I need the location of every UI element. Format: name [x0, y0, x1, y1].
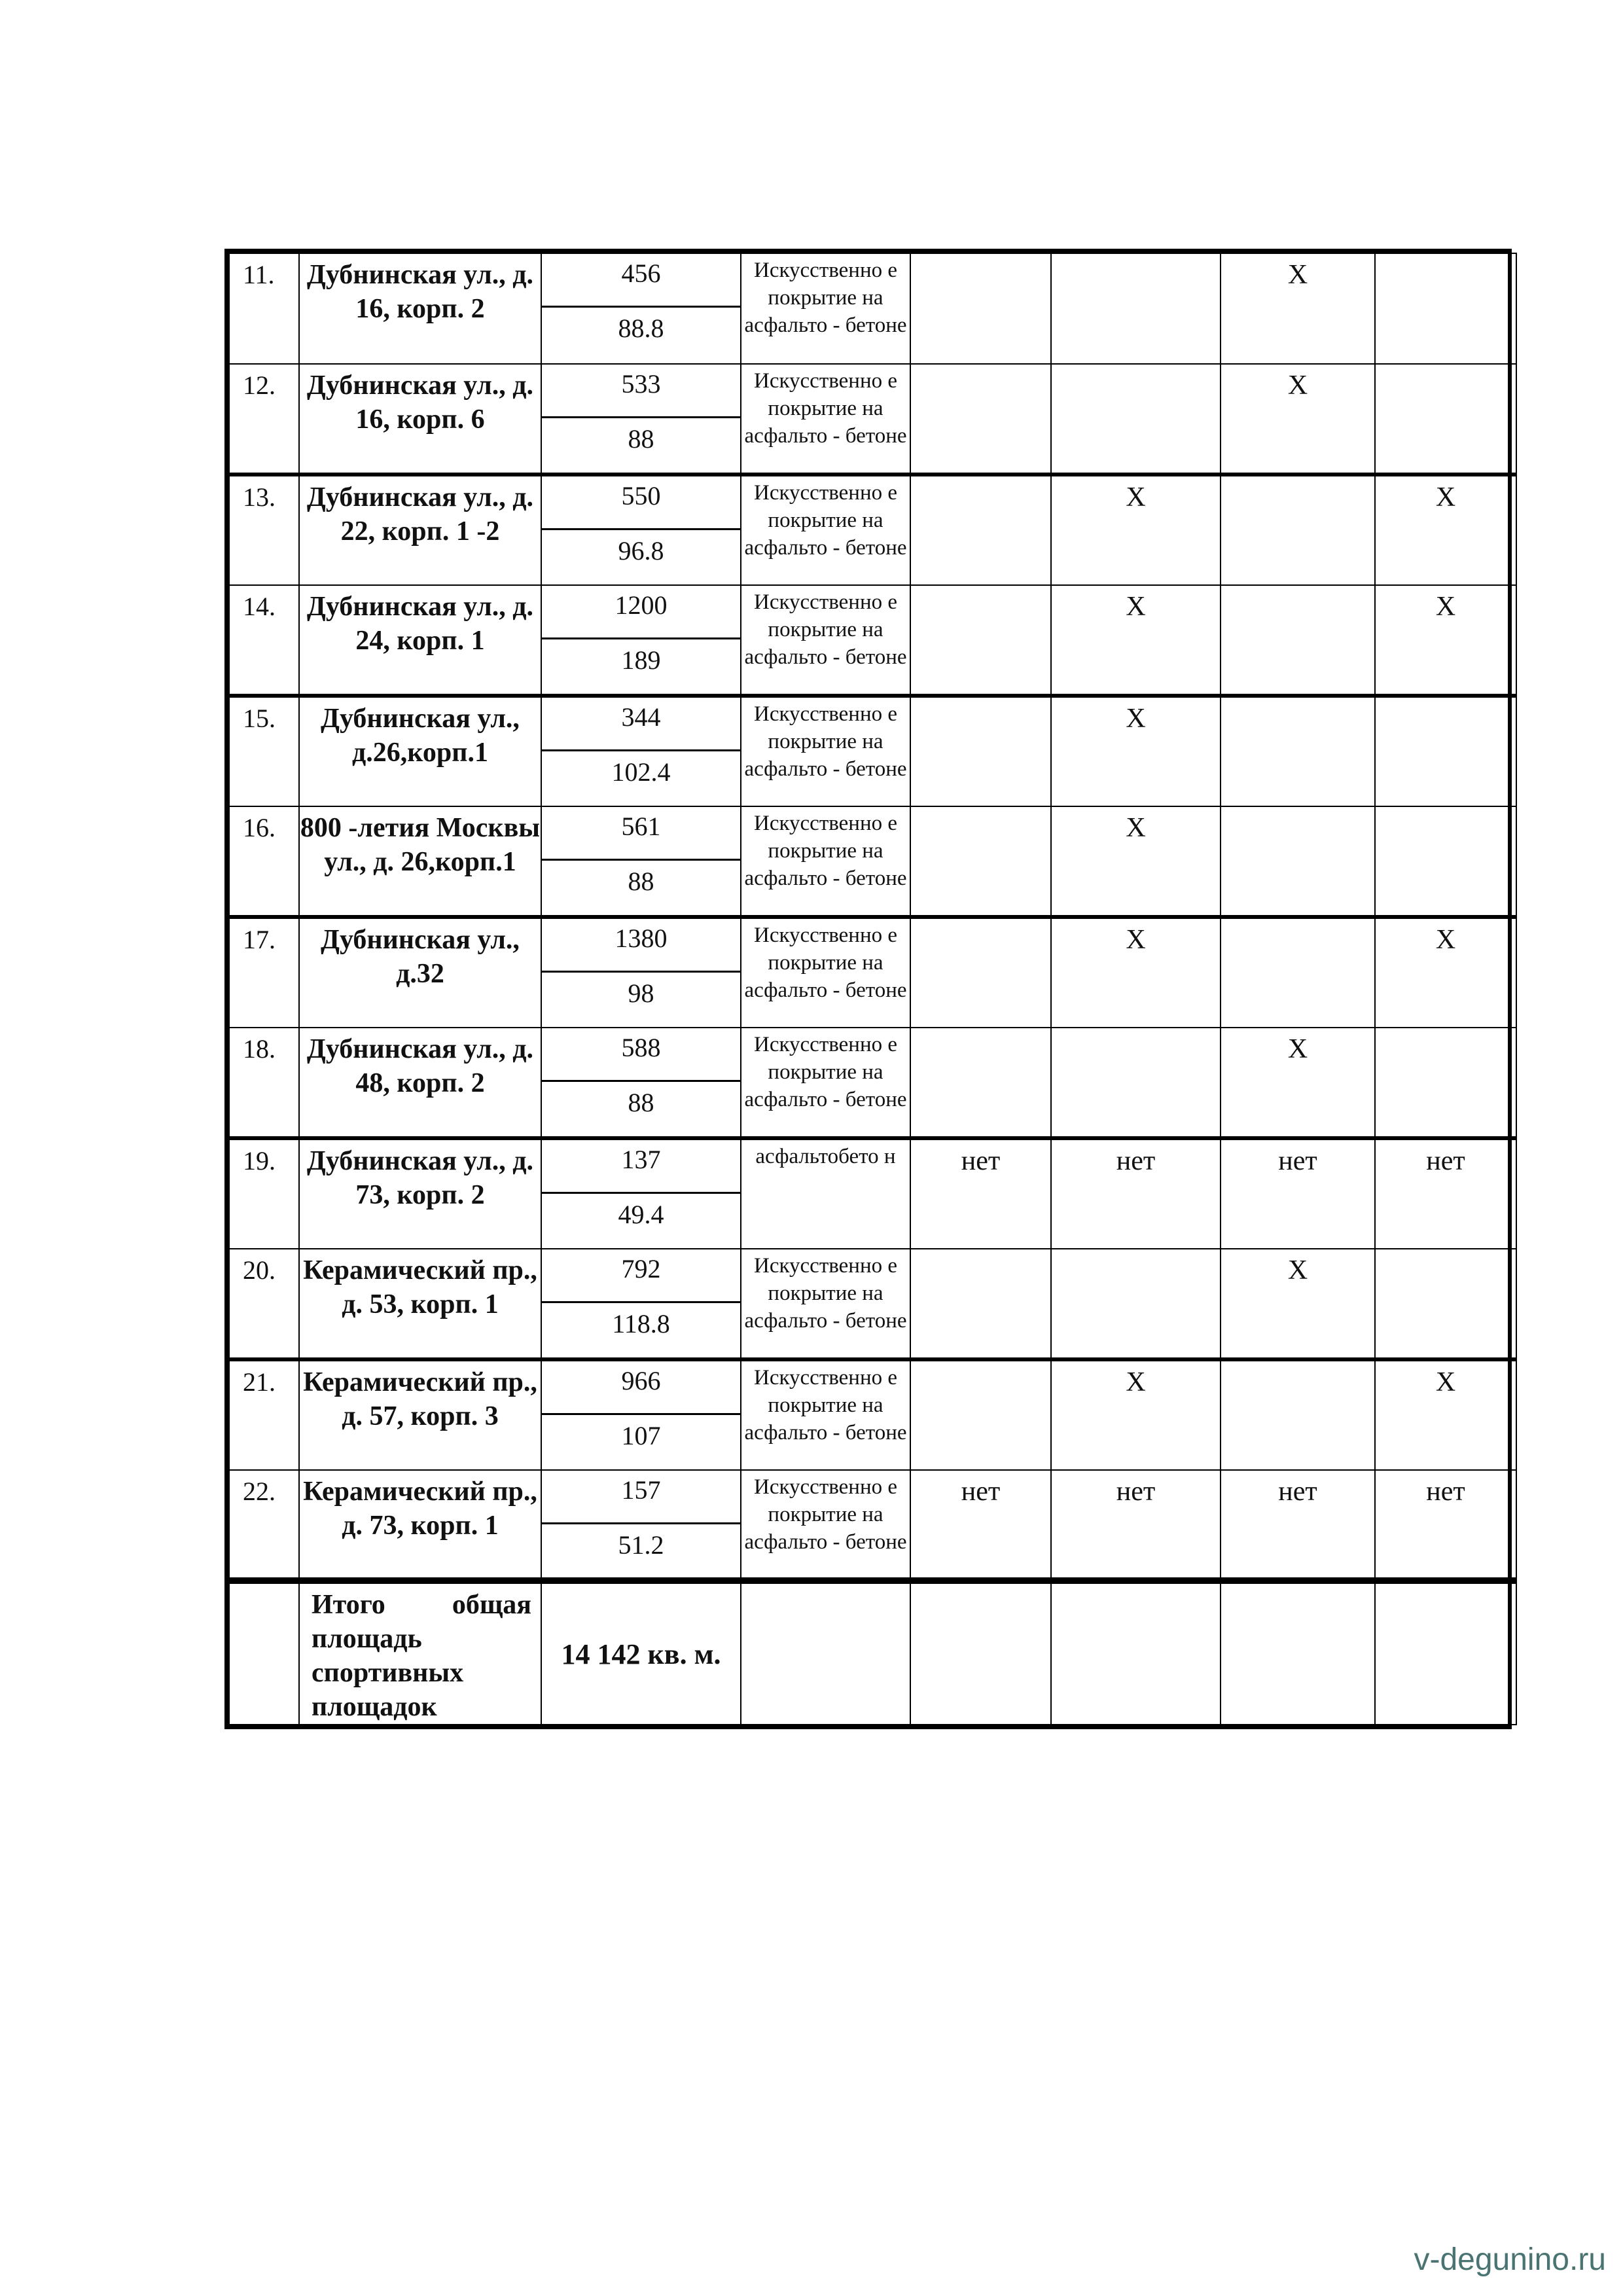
mark-col-3: [1221, 696, 1375, 806]
mark-col-1: [910, 1359, 1051, 1470]
table-row: [229, 917, 1516, 1028]
area-cell: [541, 253, 741, 364]
mark-col-2: [1051, 253, 1221, 364]
surface-type: Искусственно е покрытие на асфальто - бетоне: [741, 364, 910, 475]
row-number: 13.: [229, 475, 299, 585]
mark-col-3: нет: [1221, 1138, 1375, 1249]
row-number: 14.: [229, 585, 299, 696]
mark-col-1: [910, 1028, 1051, 1138]
mark-col-1: [910, 364, 1051, 475]
area-sub: 51.2: [618, 1530, 664, 1560]
area-cell: [541, 475, 741, 585]
mark-col-2: X: [1051, 585, 1221, 696]
table-row: [229, 1470, 1516, 1581]
row-number: 18.: [229, 1028, 299, 1138]
table-row: [229, 1138, 1516, 1249]
total-row: [229, 1581, 1516, 1725]
mark-col-4: [1375, 253, 1516, 364]
mark-col-2: X: [1051, 917, 1221, 1028]
empty-cell: [741, 1581, 910, 1725]
table-row: [229, 253, 1516, 364]
row-number: 17.: [229, 917, 299, 1028]
address: Керамический пр., д. 57, корп. 3: [299, 1359, 541, 1470]
row-number: 15.: [229, 696, 299, 806]
mark-col-1: [910, 1249, 1051, 1359]
area-sub: 49.4: [618, 1200, 664, 1229]
empty-cell: [910, 1581, 1051, 1725]
mark-col-3: X: [1221, 364, 1375, 475]
row-number: 22.: [229, 1470, 299, 1581]
area-sub: 88: [628, 424, 654, 454]
area-cell: [541, 1138, 741, 1249]
table-row: [229, 475, 1516, 585]
area-sub: 88: [628, 1088, 654, 1117]
mark-col-4: нет: [1375, 1470, 1516, 1581]
surface-type: Искусственно е покрытие на асфальто - бетоне: [741, 917, 910, 1028]
area-cell: [541, 1249, 741, 1359]
empty-cell: [1375, 1581, 1516, 1725]
address: Дубнинская ул., д.32: [299, 917, 541, 1028]
total-value: 14 142 кв. м.: [541, 1581, 741, 1725]
mark-col-4: [1375, 696, 1516, 806]
area-total: 137: [542, 1140, 740, 1194]
mark-col-4: [1375, 364, 1516, 475]
surface-type: Искусственно е покрытие на асфальто - бетоне: [741, 1470, 910, 1581]
mark-col-1: нет: [910, 1138, 1051, 1249]
area-cell: [541, 585, 741, 696]
mark-col-2: нет: [1051, 1138, 1221, 1249]
area-total: 456: [542, 254, 740, 308]
row-number: 20.: [229, 1249, 299, 1359]
mark-col-2: [1051, 364, 1221, 475]
surface-type: Искусственно е покрытие на асфальто - бетоне: [741, 696, 910, 806]
table-row: [229, 585, 1516, 696]
area-total: 1200: [542, 586, 740, 639]
mark-col-1: [910, 806, 1051, 917]
mark-col-1: [910, 475, 1051, 585]
mark-col-4: X: [1375, 585, 1516, 696]
address: Дубнинская ул., д. 16, корп. 6: [299, 364, 541, 475]
address: Керамический пр., д. 73, корп. 1: [299, 1470, 541, 1581]
row-number: 21.: [229, 1359, 299, 1470]
mark-col-3: X: [1221, 1249, 1375, 1359]
mark-col-4: X: [1375, 475, 1516, 585]
area-cell: [541, 806, 741, 917]
row-number: 16.: [229, 806, 299, 917]
sports-grounds-table: [224, 249, 1512, 1729]
mark-col-2: X: [1051, 1359, 1221, 1470]
address: Дубнинская ул., д. 24, корп. 1: [299, 585, 541, 696]
mark-col-3: [1221, 585, 1375, 696]
area-cell: [541, 696, 741, 806]
mark-col-3: [1221, 475, 1375, 585]
mark-col-3: [1221, 917, 1375, 1028]
surface-type: Искусственно е покрытие на асфальто - бетоне: [741, 1249, 910, 1359]
area-sub: 98: [628, 978, 654, 1008]
mark-col-1: [910, 917, 1051, 1028]
mark-col-3: X: [1221, 253, 1375, 364]
table-row: [229, 364, 1516, 475]
area-cell: [541, 1028, 741, 1138]
mark-col-2: X: [1051, 696, 1221, 806]
mark-col-1: нет: [910, 1470, 1051, 1581]
row-number: 19.: [229, 1138, 299, 1249]
area-cell: [541, 364, 741, 475]
mark-col-2: [1051, 1028, 1221, 1138]
table-row: [229, 806, 1516, 917]
mark-col-3: X: [1221, 1028, 1375, 1138]
area-cell: [541, 1359, 741, 1470]
surface-type: асфальтобето н: [741, 1138, 910, 1249]
mark-col-4: нет: [1375, 1138, 1516, 1249]
table: [228, 253, 1517, 1725]
table-row: [229, 1028, 1516, 1138]
address: Дубнинская ул., д.26,корп.1: [299, 696, 541, 806]
mark-col-1: [910, 585, 1051, 696]
area-sub: 88.8: [618, 314, 664, 343]
area-sub: 88: [628, 867, 654, 896]
surface-type: Искусственно е покрытие на асфальто - бетоне: [741, 1028, 910, 1138]
mark-col-1: [910, 253, 1051, 364]
area-total: 966: [542, 1361, 740, 1415]
mark-col-3: нет: [1221, 1470, 1375, 1581]
address: 800 -летия Москвы ул., д. 26,корп.1: [299, 806, 541, 917]
table-body: [229, 253, 1516, 1725]
address: Керамический пр., д. 53, корп. 1: [299, 1249, 541, 1359]
area-total: 533: [542, 365, 740, 418]
mark-col-4: X: [1375, 917, 1516, 1028]
table-row: [229, 1359, 1516, 1470]
site-watermark: v-degunino.ru: [1414, 2242, 1606, 2277]
mark-col-2: X: [1051, 475, 1221, 585]
surface-type: Искусственно е покрытие на асфальто - бетоне: [741, 585, 910, 696]
area-sub: 189: [621, 645, 661, 675]
address: Дубнинская ул., д. 22, корп. 1 -2: [299, 475, 541, 585]
surface-type: Искусственно е покрытие на асфальто - бетоне: [741, 1359, 910, 1470]
mark-col-4: X: [1375, 1359, 1516, 1470]
empty-cell: [1221, 1581, 1375, 1725]
surface-type: Искусственно е покрытие на асфальто - бетоне: [741, 253, 910, 364]
area-sub: 102.4: [611, 757, 671, 787]
area-sub: 107: [621, 1421, 661, 1450]
total-label: Итого общая площадь спортивных площадок: [299, 1581, 541, 1725]
mark-col-2: нет: [1051, 1470, 1221, 1581]
mark-col-2: [1051, 1249, 1221, 1359]
area-total: 157: [542, 1471, 740, 1524]
area-total: 588: [542, 1028, 740, 1082]
area-total: 550: [542, 476, 740, 530]
empty-cell: [229, 1581, 299, 1725]
surface-type: Искусственно е покрытие на асфальто - бетоне: [741, 806, 910, 917]
address: Дубнинская ул., д. 73, корп. 2: [299, 1138, 541, 1249]
empty-cell: [1051, 1581, 1221, 1725]
area-cell: [541, 917, 741, 1028]
area-total: 344: [542, 698, 740, 751]
surface-type: Искусственно е покрытие на асфальто - бетоне: [741, 475, 910, 585]
mark-col-3: [1221, 806, 1375, 917]
address: Дубнинская ул., д. 16, корп. 2: [299, 253, 541, 364]
area-sub: 96.8: [618, 536, 664, 565]
area-sub: 118.8: [612, 1309, 670, 1338]
area-cell: [541, 1470, 741, 1581]
area-total: 561: [542, 807, 740, 861]
mark-col-4: [1375, 806, 1516, 917]
table-row: [229, 1249, 1516, 1359]
area-total: 1380: [542, 919, 740, 973]
mark-col-2: X: [1051, 806, 1221, 917]
mark-col-4: [1375, 1028, 1516, 1138]
mark-col-4: [1375, 1249, 1516, 1359]
address: Дубнинская ул., д. 48, корп. 2: [299, 1028, 541, 1138]
row-number: 11.: [229, 253, 299, 364]
area-total: 792: [542, 1249, 740, 1303]
mark-col-3: [1221, 1359, 1375, 1470]
table-row: [229, 696, 1516, 806]
mark-col-1: [910, 696, 1051, 806]
row-number: 12.: [229, 364, 299, 475]
